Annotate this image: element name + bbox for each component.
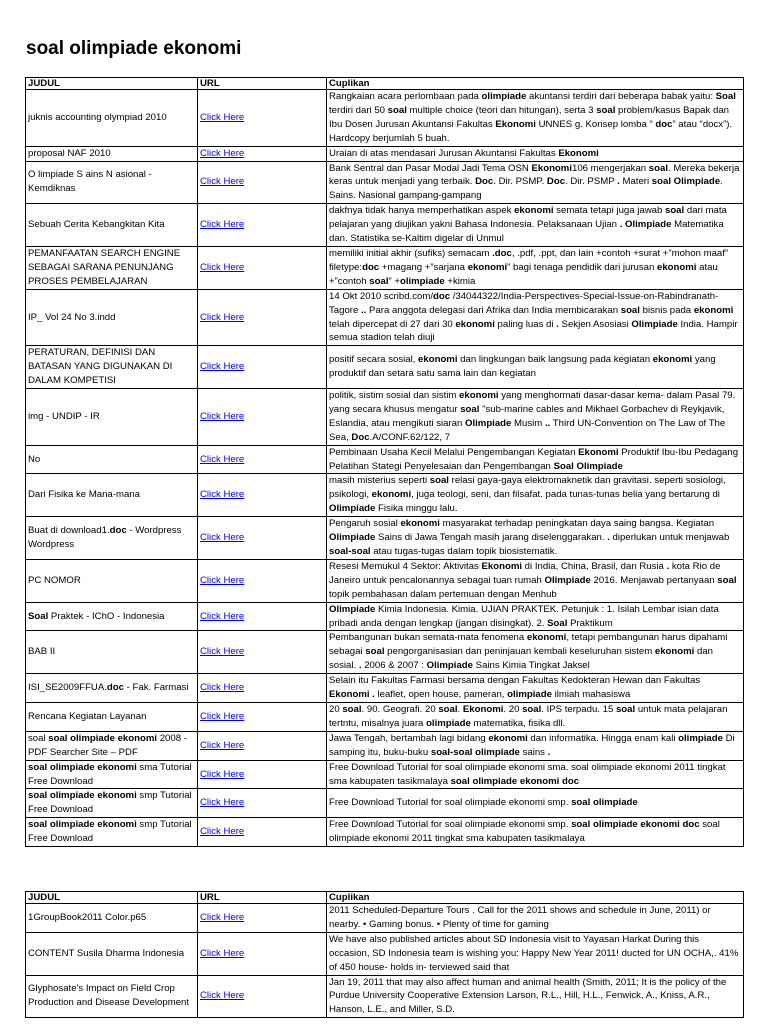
row-snippet: Selain itu Fakultas Farmasi bersama dengan Fakultas Kedokteran Hewan dan Fakultas Ekonomi . leaflet, open house, pameran, olimpiade ilmiah mahasiswa	[327, 674, 744, 703]
row-snippet: Pembinaan Usaha Kecil Melalui Pengembangan Kegiatan Ekonomi Produktif Ibu-Ibu Pedagang Pelatihan Stategi Penyelesaian dan Pengembangan Soal Olimpiade	[327, 445, 744, 474]
table-row	[26, 146, 744, 161]
row-title: Sebuah Cerita Kebangkitan Kita	[26, 204, 198, 247]
results-table-2	[25, 891, 744, 1018]
row-snippet: 14 Okt 2010 scribd.com/doc /34044322/India-Perspectives-Special-Issue-on-Rabindranath-Tagore .. Para anggota delegasi dari Afrika dan India membicarakan soal bisnis pada ekonomi telah dipercepat di 27 dari 30 ekonomi paling luas di . Sekjen Asosiasi Olimpiade India. Hampir semua stadion telah diuji	[327, 289, 744, 346]
click-here-link[interactable]: Click Here	[198, 246, 327, 289]
header-url: URL	[198, 892, 327, 904]
click-here-link[interactable]: Click Here	[198, 517, 327, 560]
click-here-link[interactable]: Click Here	[198, 789, 327, 818]
table-row	[26, 631, 744, 674]
row-title: BAB II	[26, 631, 198, 674]
click-here-link[interactable]: Click Here	[198, 289, 327, 346]
click-here-link[interactable]: Click Here	[198, 975, 327, 1018]
row-title: IP_ Vol 24 No 3.indd	[26, 289, 198, 346]
row-snippet: Resesi Memukul 4 Sektor: Aktivitas Ekonomi di India, China, Brasil, dan Rusia . kota Rio de Janeiro untuk pencalonannya sebagai tuan rumah Olimpiade 2016. Menjawab pertanyaan soal topik pembahasan dalam pertemuan dengan Menhub	[327, 559, 744, 602]
row-title: O limpiade S ains N asional - Kemdiknas	[26, 161, 198, 204]
row-title: Buat di download1.doc - Wordpress Wordpress	[26, 517, 198, 560]
click-here-link[interactable]: Click Here	[198, 904, 327, 933]
header-cuplikan: Cuplikan	[327, 892, 744, 904]
row-snippet: positif secara sosial, ekonomi dan lingkungan baik langsung pada kegiatan ekonomi yang produktif dan setara satu sama lain dan kegiatan	[327, 346, 744, 389]
table-row	[26, 204, 744, 247]
click-here-link[interactable]: Click Here	[198, 559, 327, 602]
click-here-link[interactable]: Click Here	[198, 389, 327, 446]
row-title: PEMANFAATAN SEARCH ENGINE SEBAGAI SARANA PENUNJANG PROSES PEMBELAJARAN	[26, 246, 198, 289]
table-header-row	[26, 892, 744, 904]
header-cuplikan: Cuplikan	[327, 78, 744, 90]
row-snippet: Pengaruh sosial ekonomi masyarakat terhadap peningkatan daya saing bangsa. Kegiatan Olimpiade Sains di Jawa Tengah masih jarang diselenggarakan. . diperlukan untuk menjawab soal-soal atau tugas-tugas dalam topik biosistematik.	[327, 517, 744, 560]
table-row	[26, 246, 744, 289]
click-here-link[interactable]: Click Here	[198, 90, 327, 147]
row-snippet: Rangkaian acara perlombaan pada olimpiade akuntansi terdiri dari beberapa babak yaitu: Soal terdiri dari 50 soal multiple choice (teori dan hitungan), serta 3 soal problem/kasus Bapak dan Ibu Dosen Jurusan Akuntansi Fakultas Ekonomi UNNES g. Konsep lomba “ doc” atau “docx”). Hardcopy berjumlah 5 buah.	[327, 90, 744, 147]
header-judul: JUDUL	[26, 78, 198, 90]
row-snippet: masih misterius seperti soal relasi gaya-gaya elektromaknetik dan gravitasi. seperti sosiologi, psikologi, ekonomi, juga teologi, seni, dan filsafat. pada tunas-tunas belia yang bertarung di Olimpiade Fisika minggu lalu.	[327, 474, 744, 517]
row-title: soal olimpiade ekonomi smp Tutorial Free Download	[26, 818, 198, 847]
row-title: Dari Fisika ke Mana-mana	[26, 474, 198, 517]
click-here-link[interactable]: Click Here	[198, 161, 327, 204]
row-snippet: Pembangunan bukan semata-mata fenomena ekonomi, tetapi pembangunan harus dipahami sebagai soal pengorganisasian dan peninjauan kembali keseluruhan sistem ekonomi dan sosial. . 2006 & 2007 : Olimpiade Sains Kimia Tingkat Jaksel	[327, 631, 744, 674]
table-row	[26, 346, 744, 389]
table-row	[26, 289, 744, 346]
table-header-row	[26, 78, 744, 90]
row-snippet: politik, sistim sosial dan sistim ekonomi yang menghormati dasar-dasar kema- dalam Pasal 79. yang secara khusus mengatur soal "sub-marine cables and Mikhael Gorbachev di Reykjavik, Eslandia, atau mengikuti siaran Olimpiade Musim .. Third UN-Convention on The Law of The Sea, Doc.A/CONF.62/122, 7	[327, 389, 744, 446]
table-row	[26, 904, 744, 933]
row-snippet: We have also published articles about SD Indonesia visit to Yayasan Harkat During this occasion, SD Indonesia team is wishing you: Happy New Year 2011! ducted for UN OCHA,. 41% of 450 house- holds in- terviewed said that	[327, 932, 744, 975]
row-title: soal olimpiade ekonomi sma Tutorial Free Download	[26, 760, 198, 789]
row-snippet: Uraian di atas mendasari Jurusan Akuntansi Fakultas Ekonomi	[327, 146, 744, 161]
click-here-link[interactable]: Click Here	[198, 818, 327, 847]
row-snippet: 2011 Scheduled-Departure Tours . Call for the 2011 shows and schedule in June, 2011) or nearby. • Gaming bonus. • Plenty of time for gaming	[327, 904, 744, 933]
click-here-link[interactable]: Click Here	[198, 204, 327, 247]
row-title: juknis accounting olympiad 2010	[26, 90, 198, 147]
header-url: URL	[198, 78, 327, 90]
row-snippet: dakfnya tidak hanya memperhatikan aspek ekonomi semata tetapi juga jawab soal dari mata pelajaran yang diujikan yakni Bahasa Indonesia. Pelaksanaan Ujian . Olimpiade Matematika dan. Statistika se-Kaltim digelar di Unmul	[327, 204, 744, 247]
click-here-link[interactable]: Click Here	[198, 474, 327, 517]
click-here-link[interactable]: Click Here	[198, 702, 327, 731]
click-here-link[interactable]: Click Here	[198, 674, 327, 703]
results-table-1	[25, 77, 744, 847]
table-row	[26, 445, 744, 474]
table-row	[26, 90, 744, 147]
table-row	[26, 760, 744, 789]
table-row	[26, 389, 744, 446]
header-judul: JUDUL	[26, 892, 198, 904]
table-row	[26, 702, 744, 731]
table-row	[26, 674, 744, 703]
click-here-link[interactable]: Click Here	[198, 445, 327, 474]
click-here-link[interactable]: Click Here	[198, 602, 327, 631]
table-row	[26, 559, 744, 602]
row-title: 1GroupBook2011 Color.p65	[26, 904, 198, 933]
click-here-link[interactable]: Click Here	[198, 146, 327, 161]
row-snippet: Free Download Tutorial for soal olimpiade ekonomi sma. soal olimpiade ekonomi 2011 tingkat sma kabupaten tasikmalaya soal olimpiade ekonomi doc	[327, 760, 744, 789]
page-title: soal olimpiade ekonomi	[26, 38, 242, 59]
row-snippet: Olimpiade Kimia Indonesia. Kimia. UJIAN PRAKTEK. Petunjuk : 1. Isilah Lembar isian data pribadi anda dengan lengkap (jangan disingkat). 2. Soal Praktikum	[327, 602, 744, 631]
row-title: No	[26, 445, 198, 474]
click-here-link[interactable]: Click Here	[198, 731, 327, 760]
table-row	[26, 731, 744, 760]
table-row	[26, 932, 744, 975]
table-row	[26, 517, 744, 560]
table-row	[26, 818, 744, 847]
row-title: soal soal olimpiade ekonomi 2008 - PDF Searcher Site – PDF	[26, 731, 198, 760]
row-title: PERATURAN, DEFINISI DAN BATASAN YANG DIGUNAKAN DI DALAM KOMPETISI	[26, 346, 198, 389]
row-title: Rencana Kegiatan Layanan	[26, 702, 198, 731]
table-row	[26, 789, 744, 818]
row-title: img - UNDIP - IR	[26, 389, 198, 446]
row-snippet: memiliki initial akhir (sufiks) semacam .doc, .pdf, .ppt, dan lain +contoh +surat +”mohon maaf” filetype:doc +magang +”sarjana ekonomi” bagi tenaga pendidik dari jurusan ekonomi atau +”contoh soal” +olimpiade +kimia	[327, 246, 744, 289]
row-title: ISI_SE2009FFUA.doc - Fak. Farmasi	[26, 674, 198, 703]
click-here-link[interactable]: Click Here	[198, 346, 327, 389]
row-title: proposal NAF 2010	[26, 146, 198, 161]
table-row	[26, 474, 744, 517]
row-snippet: Bank Sentral dan Pasar Modal Jadi Tema OSN Ekonomi106 mengerjakan soal. Mereka bekerja keras untuk menjadi yang terbaik. Doc. Dir. PSMP. Doc. Dir. PSMP . Materi soal Olimpiade. Sains. Nasional gampang-gampang	[327, 161, 744, 204]
table-row	[26, 975, 744, 1018]
row-snippet: Jan 19, 2011 that may also affect human and animal health (Smith, 2011; It is the policy of the Purdue University Cooperative Extension Larson, R.L., Hill, H.L., Fenwick, A., Kniss, A.R., Hanson, L.E., and Miller, S.D.	[327, 975, 744, 1018]
row-snippet: 20 soal. 90. Geografi. 20 soal. Ekonomi. 20 soal. IPS terpadu. 15 soal untuk mata pelajaran tertntu, misalnya juara olimpiade matematika, fisika dll.	[327, 702, 744, 731]
row-snippet: Free Download Tutorial for soal olimpiade ekonomi smp. soal olimpiade	[327, 789, 744, 818]
row-title: PC NOMOR	[26, 559, 198, 602]
row-title: Soal Praktek - IChO - Indonesia	[26, 602, 198, 631]
row-snippet: Jawa Tengah, bertambah lagi bidang ekonomi dan informatika. Hingga enam kali olimpiade Di samping itu, buku-buku soal-soal olimpiade sains .	[327, 731, 744, 760]
row-snippet: Free Download Tutorial for soal olimpiade ekonomi smp. soal olimpiade ekonomi doc soal olimpiade ekonomi 2011 tingkat sma kabupaten tasikmalaya	[327, 818, 744, 847]
click-here-link[interactable]: Click Here	[198, 932, 327, 975]
row-title: soal olimpiade ekonomi smp Tutorial Free Download	[26, 789, 198, 818]
row-title: Glyphosate's Impact on Field Crop Production and Disease Development	[26, 975, 198, 1018]
table-row	[26, 602, 744, 631]
click-here-link[interactable]: Click Here	[198, 760, 327, 789]
table-row	[26, 161, 744, 204]
click-here-link[interactable]: Click Here	[198, 631, 327, 674]
row-title: CONTENT Susila Dharma Indonesia	[26, 932, 198, 975]
